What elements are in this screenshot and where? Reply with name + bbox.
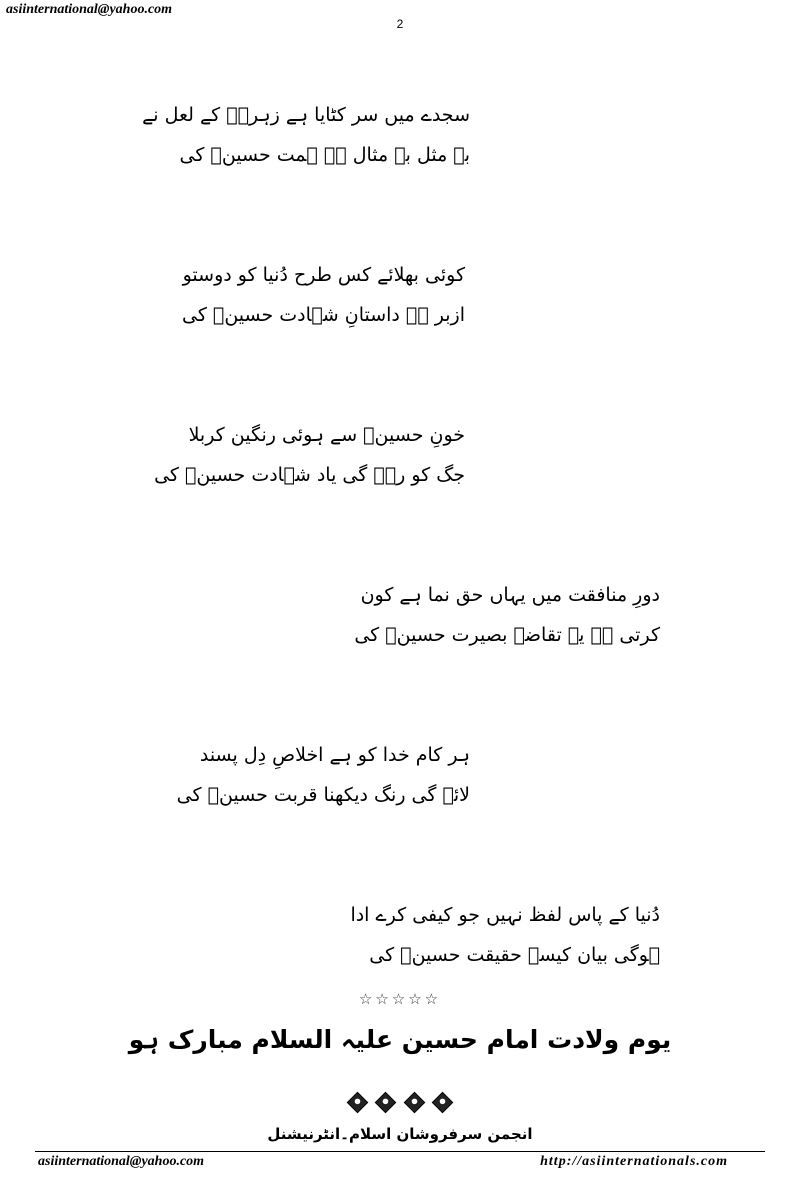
verse-line: سجدے میں سر کٹایا ہے زہرہؑ کے لعل نے (142, 104, 470, 126)
verse-line: بے مثل بے مثال ہے ہمت حسینؑ کی (179, 144, 470, 166)
stanza-3 (0, 415, 800, 575)
verse-line: ہر کام خدا کو ہے اخلاصِ دِل پسند (199, 744, 470, 766)
ornament-icon (375, 1092, 396, 1113)
verse-line: کرتی ہے یہ تقاضہ بصیرت حسینؑ کی (354, 624, 660, 646)
footer-divider (35, 1151, 765, 1152)
verse-line: ہوگی بیان کیسے حقیقت حسینؑ کی (369, 944, 660, 966)
verse-line: دورِ منافقت میں یہاں حق نما ہے کون (360, 584, 660, 606)
verse-line: کوئی بھلائے کس طرح دُنیا کو دوستو (182, 264, 465, 286)
ornament-icon (347, 1092, 368, 1113)
ornament-row (0, 1093, 800, 1116)
star-divider: ☆☆☆☆☆ (358, 990, 442, 1008)
stanza-2 (0, 255, 800, 415)
ornament-icon (431, 1092, 452, 1113)
verse-line: لائے گی رنگ دیکھنا قربت حسینؑ کی (176, 784, 470, 806)
footer-email: asiinternational@yahoo.com (38, 1154, 205, 1169)
header-email: asiinternational@yahoo.com (6, 2, 173, 17)
ornament-icon (403, 1092, 424, 1113)
stanza-4 (0, 575, 800, 735)
verse-line: خونِ حسینؑ سے ہوئی رنگین کربلا (188, 424, 465, 446)
organization-name: انجمن سرفروشان اسلام۔انٹرنیشنل (267, 1125, 533, 1143)
verse-line: دُنیا کے پاس لفظ نہیں جو کیفی کرے ادا (350, 904, 660, 926)
stanza-1 (0, 95, 800, 255)
verse-line: جگ کو رہے گی یاد شہادت حسینؑ کی (154, 464, 465, 486)
footer-url: http://asiinternationals.com (540, 1154, 728, 1169)
greeting-heading: یوم ولادت امام حسین علیہ السلام مبارک ہو (128, 1025, 672, 1054)
verse-line: ازبر ہے داستانِ شہادت حسینؑ کی (182, 304, 465, 326)
poem (0, 95, 800, 1055)
page-number: 2 (396, 17, 404, 31)
stanza-5 (0, 735, 800, 895)
